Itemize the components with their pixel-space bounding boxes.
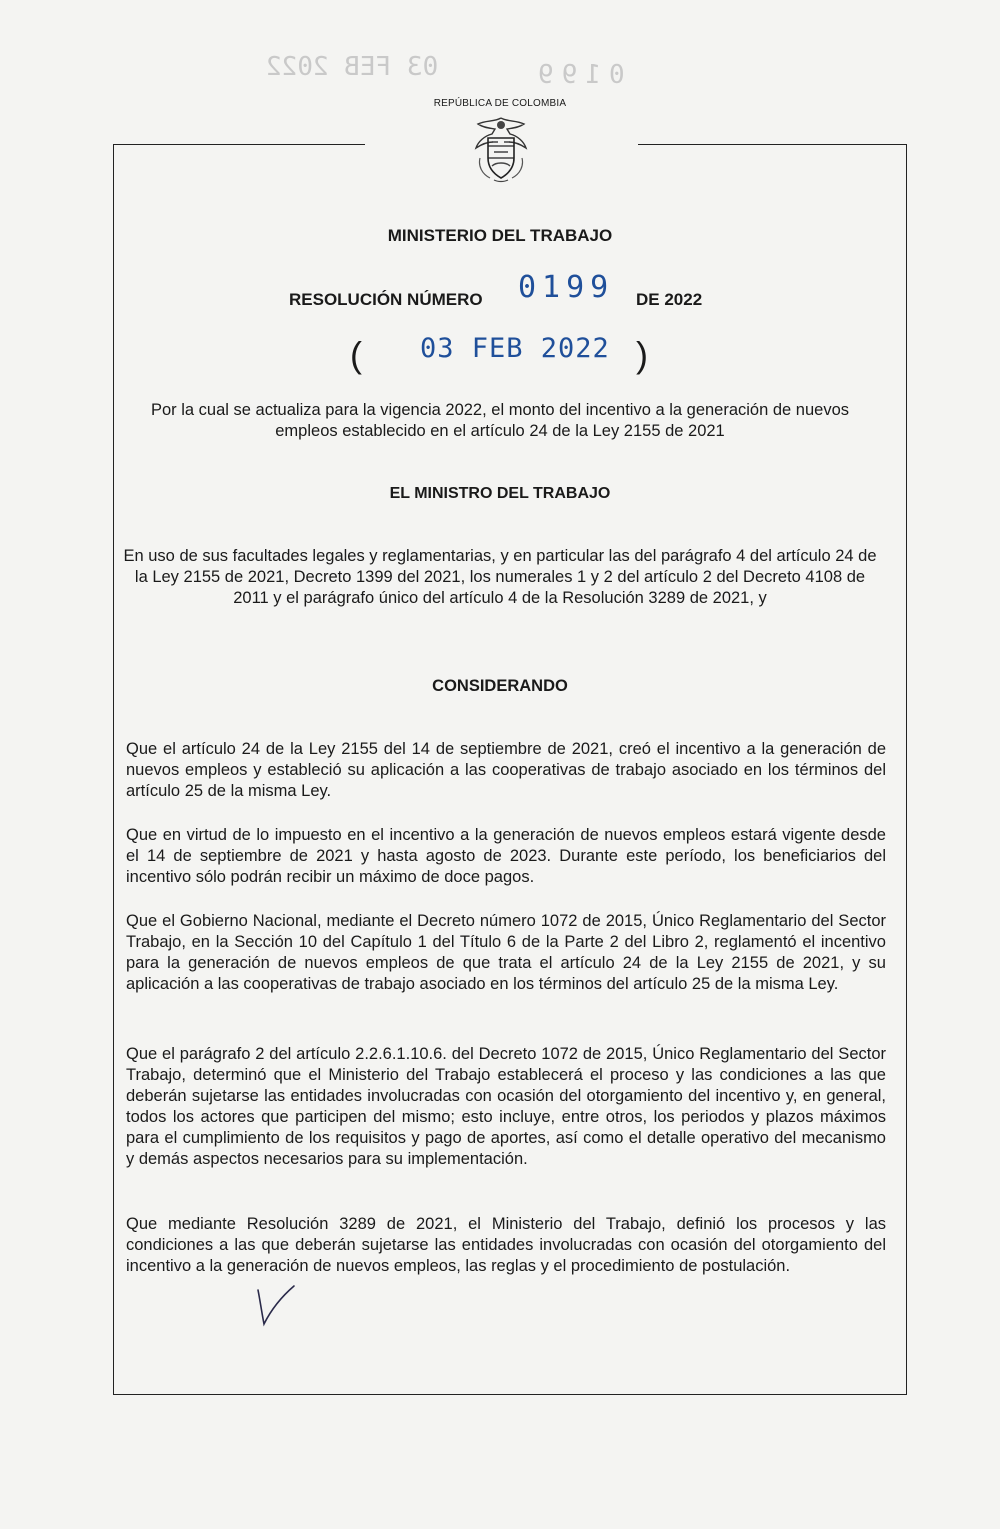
- resolution-label: RESOLUCIÓN NÚMERO: [289, 290, 483, 309]
- handwritten-initial-mark: [254, 1284, 298, 1328]
- considerando-paragraph: Que el parágrafo 2 del artículo 2.2.6.1.10.6. del Decreto 1072 de 2015, Único Reglamentario del Sector Trabajo, determinó que el Ministerio del Trabajo establecerá el proceso y las condiciones a las que deberán sujetarse las entidades involucradas con ocasión del otorgamiento del incentivo y, en general, todos los actores que participen del mismo; esto incluye, entre otros, los periodos y plazos máximos para el cumplimiento de los requisitos y pago de aportes, así como el detalle operativo del mecanismo y demás aspectos necesarios para su implementación.: [126, 1045, 886, 1168]
- considerando-paragraph: Que el Gobierno Nacional, mediante el Decreto número 1072 de 2015, Único Reglamentario del Sector Trabajo, en la Sección 10 del Capítulo 1 del Título 6 de la Parte 2 del Libro 2, reglamentó el incentivo para la generación de nuevos empleos de que trata el artículo 24 de la Ley 2155 de 2021, y su aplicación a las cooperativas de trabajo asociado en los términos del artículo 25 de la misma Ley.: [126, 912, 886, 993]
- resolution-subject: Por la cual se actualiza para la vigencia 2022, el monto del incentivo a la generación de nuevos empleos establecido en el artículo 24 de la Ley 2155 de 2021: [150, 401, 850, 440]
- ministry-heading: MINISTERIO DEL TRABAJO: [387, 226, 613, 245]
- date-paren-open: (: [350, 334, 362, 375]
- bleed-through-number: 0199: [530, 60, 625, 90]
- resolution-year: DE 2022: [636, 290, 703, 309]
- date-paren-close: ): [636, 334, 648, 375]
- resolution-date-stamp: 03 FEB 2022: [420, 333, 610, 364]
- considerando-paragraph: Que en virtud de lo impuesto en el incentivo a la generación de nuevos empleos estará vigente desde el 14 de septiembre de 2021 y hasta agosto de 2023. Durante este período, los beneficiarios del incentivo sólo podrán recibir un máximo de doce pagos.: [126, 826, 886, 886]
- considerando-paragraph: Que mediante Resolución 3289 de 2021, el Ministerio del Trabajo, definió los procesos y las condiciones a las que deberán sujetarse las entidades involucradas con ocasión del otorgamiento del incentivo a la generación de nuevos empleos, las reglas y el procedimiento de postulación.: [126, 1215, 886, 1275]
- considerando-heading: CONSIDERANDO: [432, 677, 568, 695]
- legal-powers-text: En uso de sus facultades legales y reglamentarias, y en particular las del parágrafo 4 del artículo 24 de la Ley 2155 de 2021, Decreto 1399 del 2021, los numerales 1 y 2 del artículo 2 del Decreto 4108 de 2011 y el parágrafo único del artículo 4 de la Resolución 3289 de 2021, y: [123, 547, 877, 607]
- resolution-number-stamp: 0199: [518, 270, 615, 305]
- issuer-heading: EL MINISTRO DEL TRABAJO: [389, 485, 611, 502]
- considerando-paragraph: Que el artículo 24 de la Ley 2155 del 14 de septiembre de 2021, creó el incentivo a la generación de nuevos empleos y estableció su aplicación a las cooperativas de trabajo asociado en los términos del artículo 25 de la misma Ley.: [126, 740, 886, 800]
- bleed-through-date: 03 FEB 2022: [266, 52, 439, 82]
- republic-heading: REPÚBLICA DE COLOMBIA: [433, 98, 567, 109]
